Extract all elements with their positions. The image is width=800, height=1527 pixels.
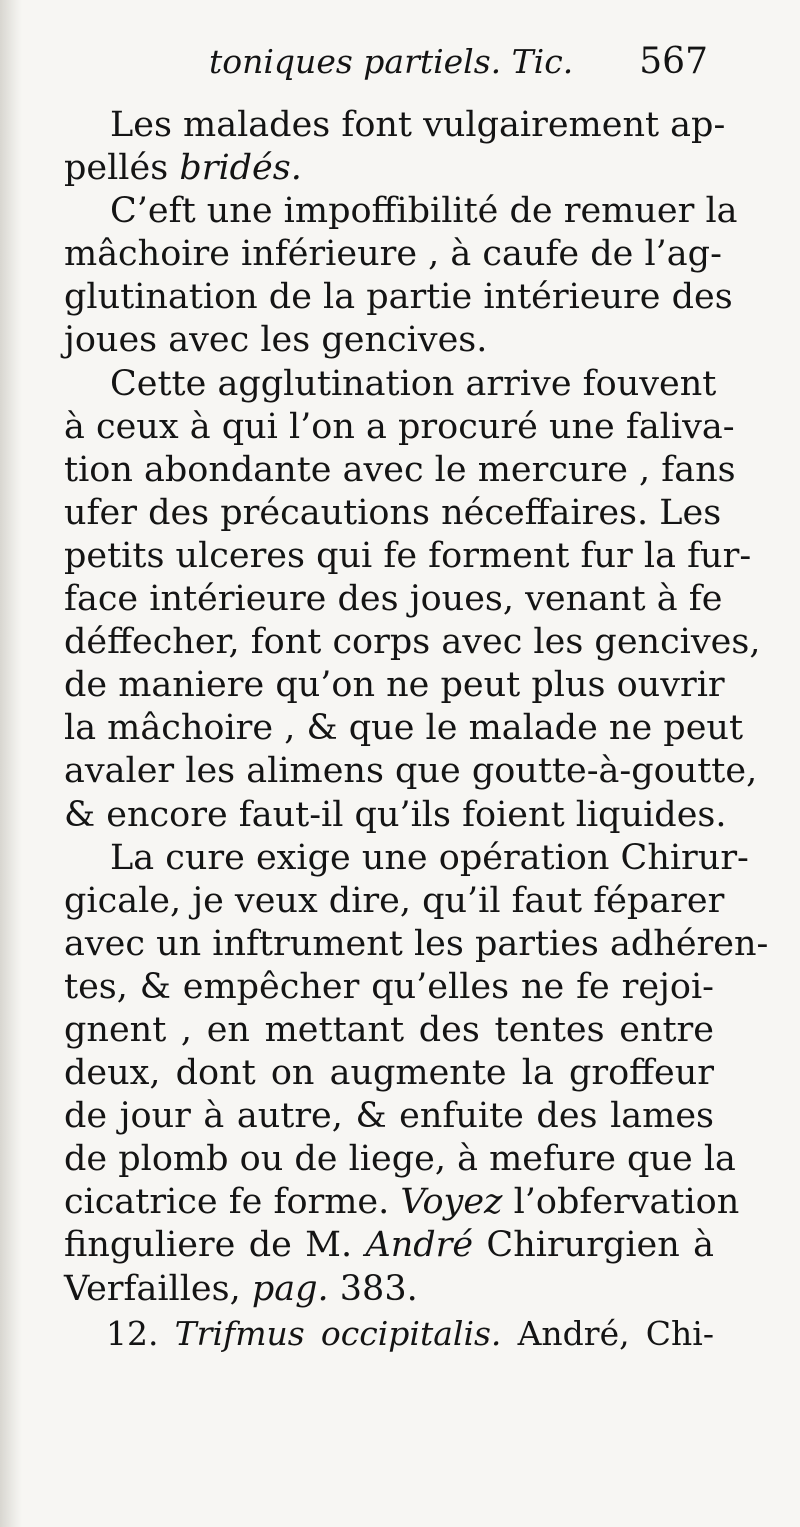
page-gutter-shadow (0, 0, 22, 1527)
text-line: glutination de la partie intérieure des (64, 277, 733, 318)
text-line: la mâchoire , & que le malade ne peut (64, 708, 744, 749)
body-text (64, 104, 769, 1311)
text-line: deux, dont on augmente la groffeur (64, 1053, 714, 1094)
text-line: pellés bridés. (64, 148, 302, 189)
text-line: tes, & empêcher qu’elles ne fe rejoi- (64, 966, 714, 1007)
catchword-line: 12. Trifmus occipitalis. André, Chi- (106, 1313, 714, 1353)
text-line: mâchoire inférieure , à caufe de l’ag- (64, 234, 722, 275)
text-line: Cette agglutination arrive fouvent (110, 363, 717, 404)
text-line: gicale, je veux dire, qu’il faut féparer (64, 880, 725, 921)
text-line: avec un inftrument les parties adhéren- (64, 923, 769, 964)
page-text-block (64, 38, 769, 1355)
text-line: Verfailles, pag. 383. (64, 1268, 418, 1309)
text-line: cicatrice fe forme. Voyez l’obfervation (64, 1182, 740, 1223)
text-line: à ceux à qui l’on a procuré une faliva- (64, 406, 735, 447)
text-line: joues avec les gencives. (64, 320, 488, 361)
running-head (64, 38, 714, 104)
text-line: petits ulceres qui fe forment fur la fur- (64, 535, 752, 576)
text-line: de plomb ou de liege, à mefure que la (64, 1139, 736, 1180)
text-line: avaler les alimens que goutte-à-goutte, (64, 751, 758, 792)
text-line: tion abondante avec le mercure , fans (64, 449, 736, 490)
text-line: & encore faut-il qu’ils foient liquides. (64, 794, 727, 835)
text-line: gnent , en mettant des tentes entre (64, 1009, 714, 1050)
text-line: Les malades font vulgairement ap- (110, 105, 726, 145)
running-title: toniques partiels. Tic. (209, 42, 574, 81)
page-number: 567 (639, 41, 708, 82)
text-line: finguliere de M. André Chirurgien à (64, 1225, 714, 1266)
text-line: ufer des précautions néceffaires. Les (64, 492, 722, 533)
text-line: de maniere qu’on ne peut plus ouvrir (64, 665, 725, 706)
text-line: face intérieure des joues, venant à fe (64, 579, 723, 620)
text-line: de jour à autre, & enfuite des lames (64, 1096, 714, 1137)
text-line: La cure exige une opération Chirur- (110, 837, 749, 878)
text-line: déffecher, font corps avec les gencives, (64, 622, 761, 663)
text-line: C’eft une impoffibilité de remuer la (110, 191, 738, 232)
